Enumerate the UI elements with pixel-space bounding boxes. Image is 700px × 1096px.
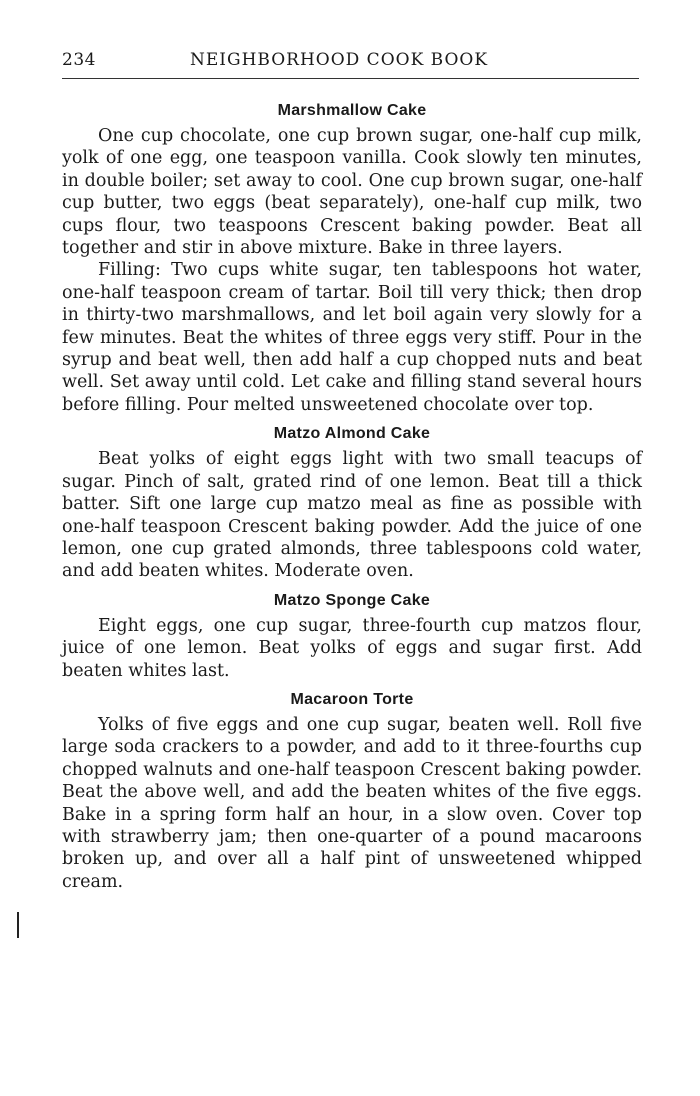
recipe-body <box>62 615 642 682</box>
page-number: 234 <box>62 50 96 70</box>
recipe-title: Matzo Almond Cake <box>273 425 431 443</box>
recipe-paragraph: Yolks of five eggs and one cup sugar, beaten well. Roll five large soda crackers to a powder, and add to it three-fourths cup chopped walnuts and one-half teaspoon Crescent baking powder. Beat the above well, and add the beaten whites of the five eggs. Bake in a spring form half an hour, in a slow oven. Cover top with strawberry jam; then one-quarter of a pound macaroons broken up, and over all a half pint of unsweetened whipped cream. <box>62 714 642 892</box>
recipe-body <box>62 448 642 582</box>
recipe-paragraph: Eight eggs, one cup sugar, three-fourth cup matzos flour, juice of one lemon. Beat yolks of eggs and sugar first. Add beaten whites last. <box>62 615 642 681</box>
book-title: NEIGHBORHOOD COOK BOOK <box>190 50 489 70</box>
recipe-title: Marshmallow Cake <box>277 102 427 119</box>
recipe-paragraph: Filling: Two cups white sugar, ten tablespoons hot water, one-half teaspoon cream of tartar. Boil till very thick; then drop in thirty-two marshmallows, and let boil again very slowly for a few minutes. Beat the whites of three eggs very stiff. Pour in the syrup and beat well, then add half a cup chopped nuts and beat well. Set away until cold. Let cake and filling stand several hours before filling. Pour melted unsweetened chocolate over top. <box>62 260 642 415</box>
recipe-title: Macaroon Torte <box>290 690 414 708</box>
recipe-paragraph: One cup chocolate, one cup brown sugar, one-half cup milk, yolk of one egg, one teaspoon vanilla. Cook slowly ten minutes, in double boiler; set away to cool. One cup brown sugar, one-half cup butter, two eggs (beat separately), one-half cup milk, two cups flour, two teaspoons Crescent baking powder. Beat all together and stir in above mixture. Bake in three layers. <box>62 126 642 259</box>
header-rule <box>62 78 639 79</box>
recipe-body <box>62 714 642 893</box>
recipe-title: Matzo Sponge Cake <box>273 591 431 609</box>
recipe-body <box>62 125 642 416</box>
book-page <box>62 50 642 893</box>
running-header <box>62 50 642 74</box>
margin-mark <box>17 912 19 938</box>
recipe-paragraph: Beat yolks of eight eggs light with two small teacups of sugar. Pinch of salt, grated rind of one lemon. Beat till a thick batter. Sift one large cup matzo meal as fine as possible with one-half teaspoon Crescent baking powder. Add the juice of one lemon, one cup grated almonds, three tablespoons cold water, and add beaten whites. Moderate oven. <box>62 449 642 582</box>
